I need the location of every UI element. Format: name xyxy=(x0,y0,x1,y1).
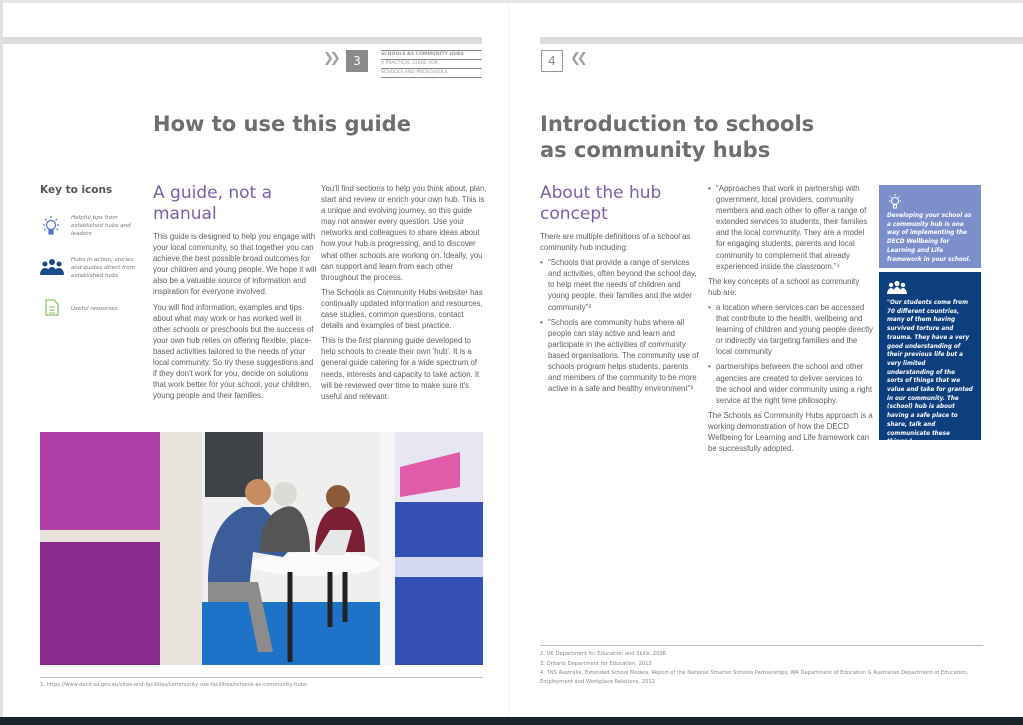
quote-attribution: School leader xyxy=(887,451,931,458)
paragraph: There are multiple definitions of a school as community hub including: xyxy=(540,232,691,253)
right-column-2 xyxy=(708,183,873,458)
tip-text: Developing your school as a community hub is one way of implementing the DECD Wellbeing for Learning and Life framework in your school. xyxy=(887,213,972,263)
left-column-2 xyxy=(321,183,487,406)
lightbulb-icon xyxy=(887,193,903,209)
key-label-tips: Helpful tips from established hubs and leaders xyxy=(71,215,131,237)
paragraph: The Schools as Community Hubs website¹ has continually updated information and resources, case studies, common questions, contact details and examples of best practice. xyxy=(321,287,483,331)
quote-box xyxy=(879,272,981,458)
key-label-hubs-in-action: Hubs in action, stories and quotes direct from established hubs xyxy=(71,257,136,279)
footnote-2: 2. UK Department for Education and Skills, 2006 xyxy=(540,651,666,657)
section-heading-hub-concept: About the hub concept xyxy=(540,183,662,224)
window-left-border xyxy=(0,0,3,725)
footnote-4: 4. TNS Australia, Extended School Models, Report of the National Smarter Schools Partnerships; WA Department of Education & Australian Department of Education, Employment and Workplace Relations, 2012 xyxy=(540,670,969,685)
header-bar-right xyxy=(540,37,1023,44)
tip-box xyxy=(879,185,981,268)
key-label-resources: Useful resources xyxy=(71,306,118,312)
section-heading-guide: A guide, not a manual xyxy=(153,183,273,224)
running-head xyxy=(381,50,482,78)
footnote-3: 3. Ontario Department for Education, 2013 xyxy=(540,660,652,667)
key-concept-item: • partnerships between the school and other agencies are created to deliver services to the school and wider community using a right service at the right time philosophy. xyxy=(708,361,873,405)
page-title: How to use this guide xyxy=(153,112,411,136)
paragraph: The key concepts of a school as community hub are: xyxy=(708,276,860,297)
document-icon xyxy=(45,299,59,316)
paragraph: This is the first planning guide developed to help schools to create their own 'hub'. It is a general guide catering for a wide spectrum of needs, interests and capacity to take action. It will be reviewed over time to make sure it's useful and relevant. xyxy=(321,336,480,401)
paragraph: The Schools as Community Hubs approach is a working demonstration of how the DECD Wellbeing for Learning and Life framework can be successfully adopted. xyxy=(708,410,873,454)
definition-item: • "Approaches that work in partnership with government, local providers, community members and each other to offer a range of extended services to students, their families and the local community. They are a model for engaging students, parents and local community to complement that already experienced inside the classroom."⁴ xyxy=(708,183,873,272)
page-number-4: 4 xyxy=(541,50,563,72)
people-icon xyxy=(40,258,64,276)
people-icon xyxy=(887,280,907,295)
running-head-line: A PRACTICAL GUIDE FOR xyxy=(381,59,482,68)
definition-item: • "Schools that provide a range of services and activities, often beyond the school day, to help meet the needs of children and young people, their families and the wider community"² xyxy=(540,257,702,312)
footnote-1: 1. https://www.decd.sa.gov.au/sites-and-facilities/community-use-facilities/schools-as-community-hubs xyxy=(40,682,307,688)
footnote-rule-left xyxy=(40,677,483,678)
window-top-border xyxy=(0,0,1023,3)
quote-text: "Our students come from 70 different countries, many of them having survived torture and trauma. They have a very good understanding of their previous life but a very limited understanding of the sorts of things that we value and take for granted in our community. The (school) hub is about having a safe place to share, talk and communicate these things." xyxy=(887,300,973,446)
running-head-line: SCHOOLS AS COMMUNITY HUBS xyxy=(381,50,482,59)
page-number-3: 3 xyxy=(346,50,368,72)
lightbulb-icon xyxy=(40,215,62,237)
right-column-1 xyxy=(540,231,702,398)
photo-people-meeting xyxy=(40,432,483,665)
definition-item: • "Schools are community hubs where all people can stay active and learn and participate in the activities of community based organisations. The community use of schools program helps students, parents and members of the community to be more active in a safe and healthy environment"³ xyxy=(540,317,702,395)
key-concept-item: • a location where services can be accessed that contribute to the health, wellbeing and learning of children and young people directly or indirectly via targeting families and the local community xyxy=(708,302,873,357)
paragraph: You will find information, examples and tips about what may work or has worked well in other schools or preschools but the success of your own hub relies on offering flexible, place-based activities tailored to the needs of your local community. So try these suggestions and if they don't work for you, decide on solutions that work better for your school, your children, young people and their families. xyxy=(153,302,314,401)
paragraph: This guide is designed to help you engage with your local community, so that together you can achieve the best possible broad outcomes for your children and young people. We hope it will also be a valuable source of information and inspiration for everyone involved. xyxy=(153,232,317,297)
left-column-1 xyxy=(153,231,319,405)
header-bar-left xyxy=(3,37,482,44)
page-title-right: Introduction to schools as community hubs xyxy=(540,112,815,162)
chevron-left-icon: ❮❮ xyxy=(570,51,584,66)
paragraph: You'll find sections to help you think about, plan, start and review or enrich your own hub. This is a unique and evolving journey, so this guide may not answer every question. Use your networks and colleagues to share ideas about how your hub is progressing, and to discover what other schools are working on. Ideally, you can support and learn from each other throughout the process. xyxy=(321,184,487,282)
footnote-rule-right xyxy=(540,645,983,646)
running-head-line: SCHOOLS AND PRESCHOOLS xyxy=(381,68,482,78)
window-bottom-bar xyxy=(0,717,1023,725)
page-gutter xyxy=(508,3,509,717)
footnotes-right xyxy=(540,650,990,686)
chevron-right-icon: ❯❯ xyxy=(323,51,337,66)
key-to-icons-title: Key to icons xyxy=(40,184,113,196)
